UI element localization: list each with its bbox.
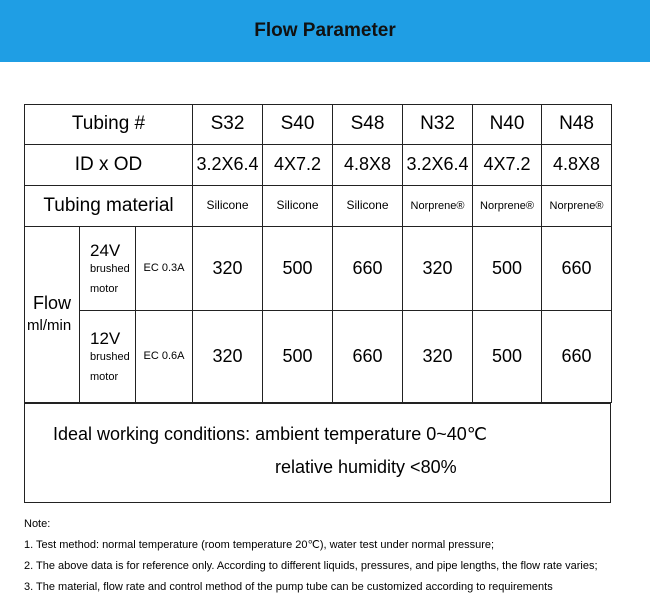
note-item: 3. The material, flow rate and control method of the pump tube can be customized according to requirements bbox=[24, 581, 553, 593]
tubing-header-label: Tubing # bbox=[25, 105, 193, 145]
flow-unit-label: ml/min bbox=[27, 317, 72, 335]
table-row-flow-24v bbox=[25, 227, 612, 311]
flow-value: 500 bbox=[473, 311, 542, 403]
note-item: 1. Test method: normal temperature (room temperature 20℃), water test under normal pressure; bbox=[24, 539, 495, 551]
size-cell: 3.2X6.4 bbox=[403, 145, 473, 186]
material-cell: Norprene® bbox=[473, 186, 542, 227]
flow-value: 660 bbox=[542, 227, 612, 311]
flow-value: 500 bbox=[473, 227, 542, 311]
size-cell: 4X7.2 bbox=[263, 145, 333, 186]
material-cell: Silicone bbox=[333, 186, 403, 227]
size-header-label: ID x OD bbox=[25, 145, 193, 186]
material-cell: Silicone bbox=[263, 186, 333, 227]
motor-voltage: 24V bbox=[90, 241, 121, 261]
tubing-cell: N32 bbox=[403, 105, 473, 145]
flow-value: 660 bbox=[333, 227, 403, 311]
flow-value: 500 bbox=[263, 311, 333, 403]
notes-title: Note: bbox=[24, 518, 51, 530]
flow-parameter-table bbox=[24, 104, 612, 403]
conditions-humidity: relative humidity <80% bbox=[275, 457, 457, 477]
flow-value: 320 bbox=[403, 311, 473, 403]
motor-type: motor bbox=[90, 370, 119, 383]
flow-value: 660 bbox=[542, 311, 612, 403]
tubing-cell: S40 bbox=[263, 105, 333, 145]
material-header-label: Tubing material bbox=[25, 186, 193, 227]
size-cell: 4.8X8 bbox=[542, 145, 612, 186]
flow-value: 500 bbox=[263, 227, 333, 311]
flow-value: 320 bbox=[403, 227, 473, 311]
working-conditions-box bbox=[24, 403, 611, 503]
tubing-cell: N40 bbox=[473, 105, 542, 145]
motor-type: brushed bbox=[90, 350, 130, 363]
conditions-temperature: Ideal working conditions: ambient temperature 0~40℃ bbox=[53, 424, 487, 444]
material-cell: Silicone bbox=[193, 186, 263, 227]
size-cell: 4X7.2 bbox=[473, 145, 542, 186]
flow-label-cell bbox=[25, 227, 80, 403]
tubing-cell: S48 bbox=[333, 105, 403, 145]
flow-label: Flow bbox=[33, 293, 72, 314]
motor-voltage-cell bbox=[80, 227, 136, 311]
motor-current: EC 0.3A bbox=[136, 227, 193, 311]
tubing-cell: S32 bbox=[193, 105, 263, 145]
tubing-cell: N48 bbox=[542, 105, 612, 145]
table-row-tubing bbox=[25, 105, 612, 145]
motor-type: brushed bbox=[90, 262, 130, 275]
motor-voltage-cell bbox=[80, 311, 136, 403]
note-item: 2. The above data is for reference only. According to different liquids, pressures, and pipe lengths, the flow rate varies; bbox=[24, 560, 598, 572]
flow-value: 320 bbox=[193, 227, 263, 311]
material-cell: Norprene® bbox=[542, 186, 612, 227]
table-row-flow-12v bbox=[25, 311, 612, 403]
table-row-size bbox=[25, 145, 612, 186]
notes-section bbox=[24, 514, 598, 598]
header-banner bbox=[0, 0, 650, 62]
motor-current: EC 0.6A bbox=[136, 311, 193, 403]
material-cell: Norprene® bbox=[403, 186, 473, 227]
flow-value: 660 bbox=[333, 311, 403, 403]
flow-value: 320 bbox=[193, 311, 263, 403]
motor-type: motor bbox=[90, 282, 119, 295]
motor-voltage: 12V bbox=[90, 329, 121, 349]
size-cell: 4.8X8 bbox=[333, 145, 403, 186]
page-title: Flow Parameter bbox=[254, 20, 396, 41]
table-row-material bbox=[25, 186, 612, 227]
size-cell: 3.2X6.4 bbox=[193, 145, 263, 186]
